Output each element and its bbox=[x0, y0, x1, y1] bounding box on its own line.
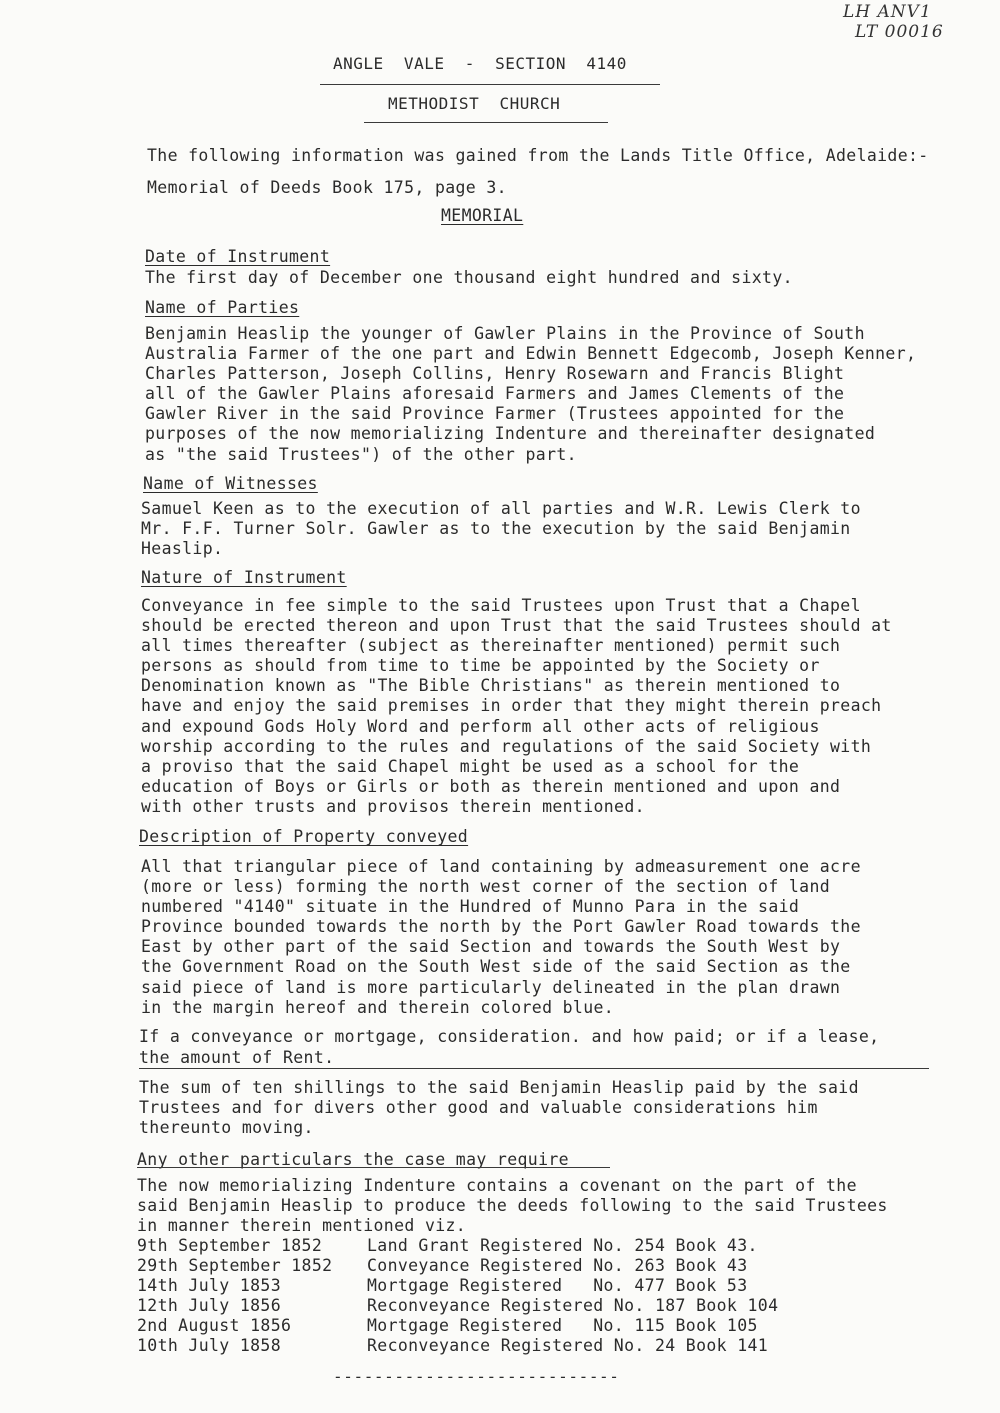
date-heading: Date of Instrument bbox=[145, 247, 331, 266]
property-line: All that triangular piece of land containing by admeasurement one acre bbox=[141, 857, 861, 876]
deed-row bbox=[137, 1256, 748, 1275]
intro-line-2: Memorial of Deeds Book 175, page 3. bbox=[147, 178, 507, 197]
consideration-heading-underline bbox=[139, 1068, 929, 1069]
parties-line: Gawler River in the said Province Farmer (Trustees appointed for the bbox=[145, 404, 845, 424]
deed-description: Mortgage Registered No. 477 Book 53 bbox=[367, 1276, 748, 1295]
nature-line: education of Boys or Girls or both as therein mentioned and upon and bbox=[141, 776, 841, 796]
other-text bbox=[137, 1176, 888, 1236]
parties-line: Australia Farmer of the one part and Edwin Bennett Edgecomb, Joseph Kenner, bbox=[145, 344, 917, 364]
nature-line: have and enjoy the said premises in order that they might therein preach bbox=[141, 696, 882, 716]
deed-description: Land Grant Registered No. 254 Book 43. bbox=[367, 1236, 758, 1255]
consideration-line: The sum of ten shillings to the said Benjamin Heaslip paid by the said bbox=[139, 1078, 859, 1097]
nature-line: a proviso that the said Chapel might be used as a school for the bbox=[141, 756, 800, 776]
witnesses-line: Mr. F.F. Turner Solr. Gawler as to the execution by the said Benjamin bbox=[141, 519, 851, 539]
consideration-line: Trustees and for divers other good and valuable considerations him bbox=[139, 1098, 818, 1118]
archive-reference-line-1: LH ANV1 bbox=[843, 2, 932, 22]
deed-row bbox=[137, 1316, 758, 1335]
nature-line: persons as should from time to time be appointed by the Society or bbox=[141, 656, 820, 676]
deed-row bbox=[137, 1296, 779, 1315]
consideration-text bbox=[139, 1078, 859, 1138]
title-underline bbox=[320, 84, 660, 85]
parties-text bbox=[145, 324, 916, 465]
parties-line: Charles Patterson, Joseph Collins, Henry Rosewarn and Francis Blight bbox=[145, 364, 845, 384]
witnesses-text bbox=[141, 499, 861, 559]
subtitle-underline bbox=[364, 122, 608, 123]
deed-date: 14th July 1853 bbox=[137, 1276, 281, 1295]
page-subtitle: METHODIST CHURCH bbox=[388, 94, 561, 113]
deed-row bbox=[137, 1336, 769, 1355]
page-title: ANGLE VALE - SECTION 4140 bbox=[333, 54, 627, 73]
other-heading: Any other particulars the case may require bbox=[137, 1150, 569, 1169]
deed-description: Conveyance Registered No. 263 Book 43 bbox=[367, 1256, 748, 1275]
property-line: said piece of land is more particularly delineated in the plan drawn bbox=[141, 977, 841, 997]
witnesses-line: Heaslip. bbox=[141, 539, 224, 559]
nature-line: and expound Gods Holy Word and perform all other acts of religious bbox=[141, 716, 820, 736]
witnesses-line: Samuel Keen as to the execution of all parties and W.R. Lewis Clerk to bbox=[141, 499, 861, 518]
nature-line: worship according to the rules and regulations of the said Society with bbox=[141, 736, 872, 756]
witnesses-heading: Name of Witnesses bbox=[143, 474, 318, 493]
consideration-line: thereunto moving. bbox=[139, 1118, 314, 1138]
archive-reference-line-2: LT 00016 bbox=[855, 22, 944, 42]
deed-date: 12th July 1856 bbox=[137, 1296, 281, 1315]
property-line: East by other part of the said Section and towards the South West by bbox=[141, 937, 841, 957]
deed-description: Reconveyance Registered No. 24 Book 141 bbox=[367, 1336, 769, 1355]
other-line: The now memorializing Indenture contains a covenant on the part of the bbox=[137, 1176, 857, 1195]
consideration-heading-line-2: the amount of Rent. bbox=[139, 1048, 335, 1067]
deed-date: 2nd August 1856 bbox=[137, 1316, 292, 1335]
property-line: (more or less) forming the north west corner of the section of land bbox=[141, 877, 831, 897]
nature-text bbox=[141, 596, 892, 817]
consideration-heading-line-1: If a conveyance or mortgage, consideration. and how paid; or if a lease, bbox=[139, 1027, 880, 1046]
intro-line-1: The following information was gained from the Lands Title Office, Adelaide:- bbox=[147, 146, 929, 165]
property-line: the Government Road on the South West side of the said Section as the bbox=[141, 957, 851, 977]
property-text bbox=[141, 857, 861, 1018]
deed-row bbox=[137, 1276, 748, 1295]
nature-line: Denomination known as "The Bible Christians" as therein mentioned to bbox=[141, 676, 841, 696]
date-text bbox=[145, 268, 793, 288]
memorial-heading: MEMORIAL bbox=[441, 206, 524, 225]
parties-line: purposes of the now memorializing Indenture and thereinafter designated bbox=[145, 424, 876, 444]
other-line: said Benjamin Heaslip to produce the deeds following to the said Trustees bbox=[137, 1196, 888, 1216]
nature-heading: Nature of Instrument bbox=[141, 568, 347, 587]
footer-dashed-rule: ---------------------------- bbox=[333, 1367, 620, 1386]
deed-description: Reconveyance Registered No. 187 Book 104 bbox=[367, 1296, 779, 1315]
parties-line: all of the Gawler Plains aforesaid Farmers and James Clements of the bbox=[145, 384, 845, 404]
deed-date: 9th September 1852 bbox=[137, 1236, 323, 1255]
property-line: Province bounded towards the north by the Port Gawler Road towards the bbox=[141, 917, 861, 937]
nature-line: all times thereafter (subject as thereinafter mentioned) permit such bbox=[141, 636, 841, 656]
parties-line: Benjamin Heaslip the younger of Gawler Plains in the Province of South bbox=[145, 324, 865, 343]
deed-description: Mortgage Registered No. 115 Book 105 bbox=[367, 1316, 758, 1335]
parties-heading: Name of Parties bbox=[145, 298, 300, 317]
deed-date: 29th September 1852 bbox=[137, 1256, 333, 1275]
nature-line: with other trusts and provisos therein mentioned. bbox=[141, 796, 645, 816]
property-line: in the margin hereof and therein colored blue. bbox=[141, 997, 615, 1017]
property-line: numbered "4140" situate in the Hundred of Munno Para in the said bbox=[141, 897, 800, 917]
property-heading: Description of Property conveyed bbox=[139, 827, 469, 846]
other-heading-underline bbox=[137, 1167, 610, 1168]
nature-line: Conveyance in fee simple to the said Trustees upon Trust that a Chapel bbox=[141, 596, 861, 615]
deed-row bbox=[137, 1236, 758, 1255]
other-line: in manner therein mentioned viz. bbox=[137, 1216, 467, 1236]
parties-line: as "the said Trustees") of the other part. bbox=[145, 444, 577, 464]
nature-line: should be erected thereon and upon Trust that the said Trustees should at bbox=[141, 616, 892, 636]
deed-date: 10th July 1858 bbox=[137, 1336, 281, 1355]
date-line: The first day of December one thousand eight hundred and sixty. bbox=[145, 268, 793, 287]
